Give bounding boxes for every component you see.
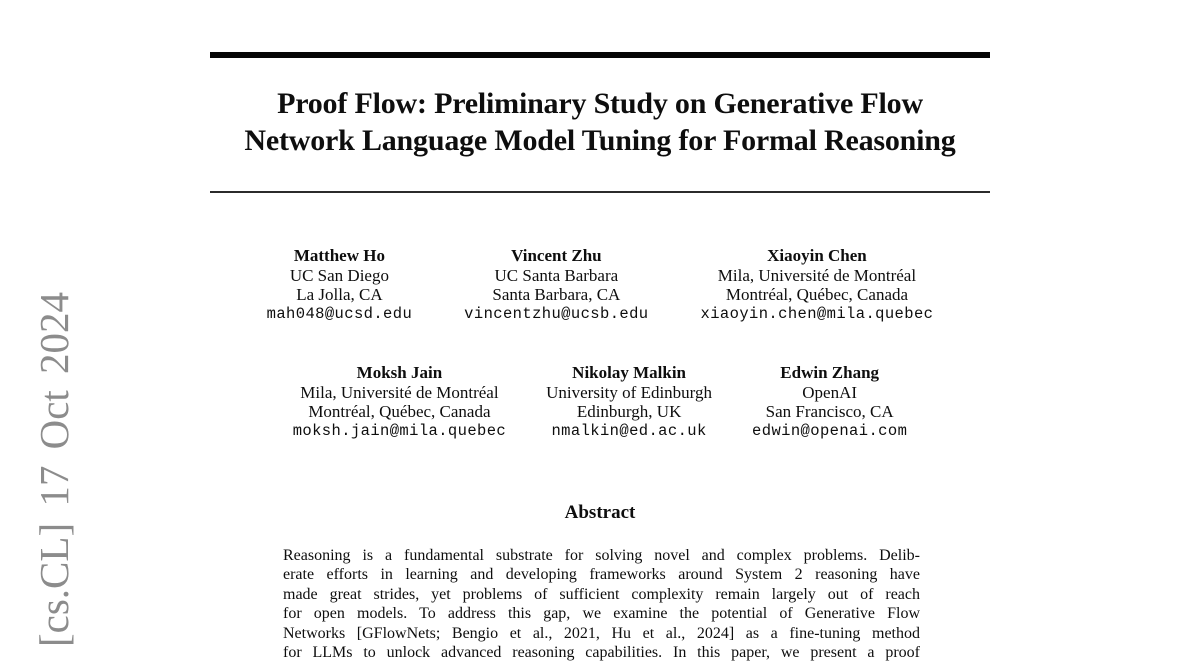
abstract-line: for open models. To address this gap, we examine the potential of Generative Flow [283,605,920,623]
author-block [752,363,907,441]
author-name: Moksh Jain [356,363,443,382]
author-name: Vincent Zhu [511,246,602,265]
author-email: nmalkin@ed.ac.uk [551,421,707,440]
author-affiliation: UC Santa Barbara [494,265,619,285]
title-line: Network Language Model Tuning for Formal Reasoning [244,124,956,157]
author-affiliation: OpenAI [802,382,858,402]
abstract-line: Reasoning is a fundamental substrate for solving novel and complex problems. Delib- [283,547,920,564]
abstract-text [283,546,920,662]
author-email: vincentzhu@ucsb.edu [464,304,649,323]
author-location: Santa Barbara, CA [492,285,621,304]
author-block [267,246,413,324]
author-affiliation: University of Edinburgh [546,382,713,402]
author-location: Montréal, Québec, Canada [308,402,491,421]
author-affiliation: Mila, Université de Montréal [717,265,917,285]
author-email: moksh.jain@mila.quebec [292,421,507,440]
abstract-line: Networks [GFlowNets; Bengio et al., 2021, Hu et al., 2024] as a fine-tuning method [283,624,920,642]
author-location: Montréal, Québec, Canada [725,285,909,304]
title-rule-bottom [210,191,990,193]
author-block [464,246,648,324]
author-row-2 [210,363,990,441]
author-row-1 [210,246,990,324]
author-email: edwin@openai.com [752,421,908,440]
arxiv-banner: [cs.CL] 17 Oct 2024 [31,291,77,647]
author-block [546,363,712,441]
abstract-line: made great strides, yet problems of sufficient complexity remain largely out of reach [283,585,920,603]
author-block [701,246,934,324]
author-affiliation: Mila, Université de Montréal [300,382,499,402]
author-name: Matthew Ho [293,246,385,265]
author-name: Xiaoyin Chen [767,246,867,265]
abstract-line: erate efforts in learning and developing frameworks around System 2 reasoning have [283,566,920,584]
author-email: mah048@ucsd.edu [266,304,413,323]
paper-title [210,85,990,159]
author-location: La Jolla, CA [296,285,383,304]
author-affiliation: UC San Diego [289,265,389,285]
author-block [293,363,506,441]
author-location: Edinburgh, UK [576,402,682,421]
abstract-line: for LLMs to unlock advanced reasoning capabilities. In this paper, we present a proof [283,644,920,662]
author-email: xiaoyin.chen@mila.quebec [700,304,934,323]
title-line: Proof Flow: Preliminary Study on Generative Flow [277,87,923,120]
abstract-heading: Abstract [564,502,636,523]
author-location: San Francisco, CA [765,402,894,421]
author-name: Nikolay Malkin [572,363,687,382]
title-rule-top [210,52,990,58]
author-name: Edwin Zhang [780,363,880,382]
